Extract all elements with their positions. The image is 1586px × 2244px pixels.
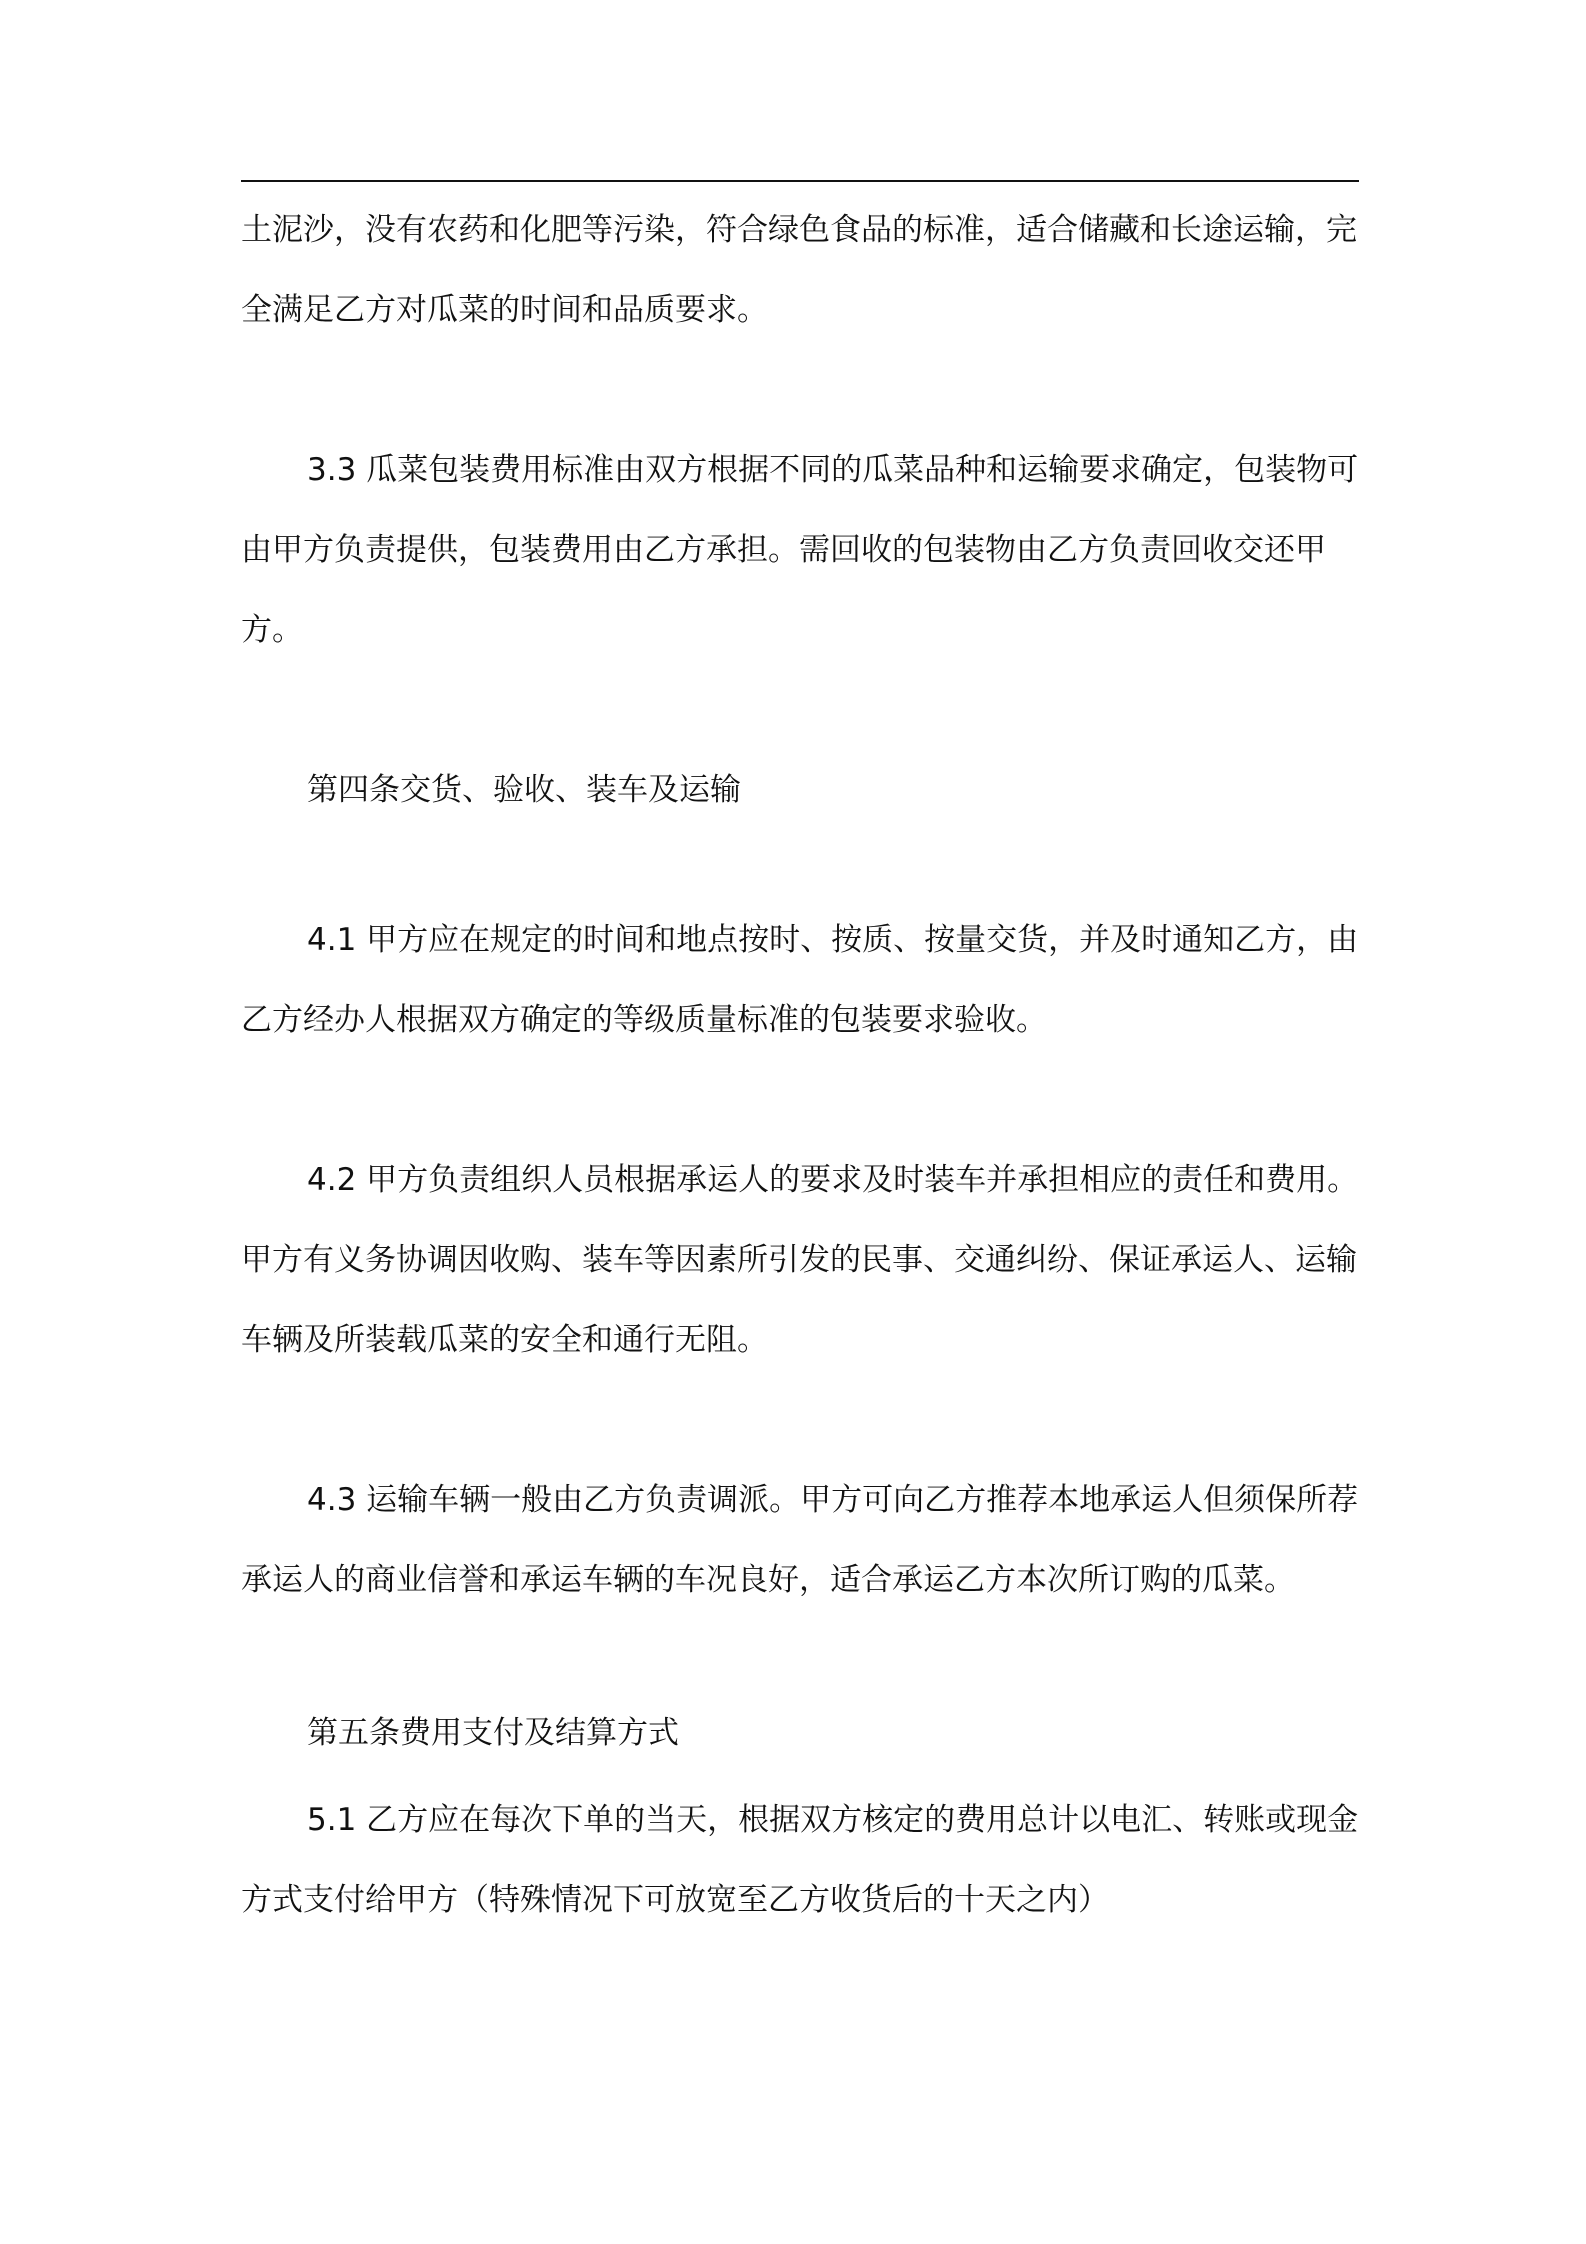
- clause-3-3: 3.3 瓜菜包装费用标准由双方根据不同的瓜菜品种和运输要求确定，包装物可由甲方负责提供，包装费用由乙方承担。需回收的包装物由乙方负责回收交还甲方。: [241, 452, 1359, 648]
- header-rule: [241, 180, 1359, 182]
- clause-4-3: 4.3 运输车辆一般由乙方负责调派。甲方可向乙方推荐本地承运人但须保所荐承运人的商业信誉和承运车辆的车况良好，适合承运乙方本次所订购的瓜菜。: [241, 1482, 1359, 1598]
- clause-4-2: 4.2 甲方负责组织人员根据承运人的要求及时装车并承担相应的责任和费用。甲方有义务协调因收购、装车等因素所引发的民事、交通纠纷、保证承运人、运输车辆及所装载瓜菜的安全和通行无阻。: [241, 1162, 1359, 1358]
- clause-5-1: 5.1 乙方应在每次下单的当天，根据双方核定的费用总计以电汇、转账或现金方式支付给甲方（特殊情况下可放宽至乙方收货后的十天之内）: [241, 1802, 1359, 1918]
- continued-paragraph: 土泥沙，没有农药和化肥等污染，符合绿色食品的标准，适合储藏和长途运输，完全满足乙方对瓜菜的时间和品质要求。: [241, 212, 1357, 328]
- clause-4-1: 4.1 甲方应在规定的时间和地点按时、按质、按量交货，并及时通知乙方，由乙方经办人根据双方确定的等级质量标准的包装要求验收。: [241, 922, 1359, 1038]
- article-4-heading: 第四条交货、验收、装车及运输: [307, 772, 741, 808]
- article-5-heading: 第五条费用支付及结算方式: [307, 1715, 679, 1751]
